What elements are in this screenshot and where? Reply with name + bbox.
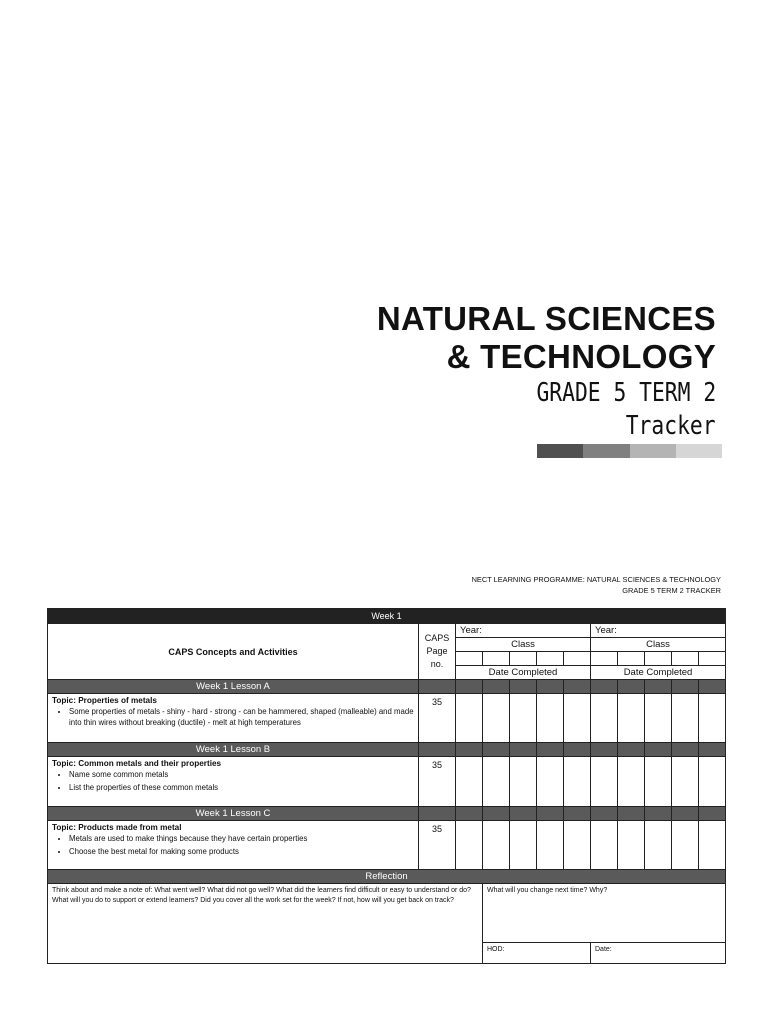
color-segment (583, 444, 629, 458)
hod-field[interactable] (483, 943, 591, 964)
class-cell[interactable] (483, 652, 510, 666)
color-segment (537, 444, 583, 458)
color-segment (676, 444, 722, 458)
lesson-a-header: Week 1 Lesson A (48, 680, 419, 694)
grey-cell (537, 743, 564, 757)
grey-cell (510, 743, 537, 757)
class-heading: Class (456, 638, 591, 652)
reflection-prompt: Think about and make a note of: What went well? What did not go well? What did the learners find difficult or easy to understand or do? What will you do to support or extend learners? Did you cover all the work set for the week? If not, how will you get back on track? (52, 887, 471, 904)
grey-cell (645, 807, 672, 821)
caps-page-number: 35 (419, 757, 456, 807)
document-title-line2: & TECHNOLOGY (446, 338, 716, 375)
tracking-cell[interactable] (699, 694, 726, 743)
tracking-cell[interactable] (672, 694, 699, 743)
decorative-color-bar (537, 444, 722, 458)
lesson-c-header: Week 1 Lesson C (48, 807, 419, 821)
caps-page-heading: CAPS Page no. (419, 624, 456, 680)
year-field[interactable]: Year: (591, 624, 726, 638)
grey-cell (456, 743, 483, 757)
grey-cell (537, 807, 564, 821)
tracking-cell[interactable] (618, 757, 645, 807)
caps-page-number: 35 (419, 821, 456, 870)
hod-label: HOD: (487, 946, 505, 953)
change-next-time-field[interactable] (483, 884, 726, 943)
lesson-b-header: Week 1 Lesson B (48, 743, 419, 757)
tracking-cell[interactable] (564, 757, 591, 807)
tracking-cell[interactable] (537, 694, 564, 743)
class-cell[interactable] (510, 652, 537, 666)
tracking-cell[interactable] (510, 821, 537, 870)
grey-cell (564, 680, 591, 694)
class-cell[interactable] (591, 652, 618, 666)
list-item: • Choose the best metal for making some products (69, 846, 414, 857)
date-label: Date: (595, 946, 612, 953)
lesson-topic: Topic: Products made from metal (52, 823, 182, 832)
tracking-cell[interactable] (645, 821, 672, 870)
grey-cell (645, 743, 672, 757)
grey-cell (456, 680, 483, 694)
tracking-cell[interactable] (672, 821, 699, 870)
list-item: • Metals are used to make things because they have certain properties (69, 833, 414, 844)
week-header: Week 1 (48, 609, 726, 624)
grey-cell (510, 680, 537, 694)
tracking-cell[interactable] (483, 757, 510, 807)
tracking-cell[interactable] (564, 821, 591, 870)
grey-cell (419, 807, 456, 821)
grey-cell (483, 680, 510, 694)
grade-term-label: GRADE 5 TERM 2 (536, 378, 716, 408)
grey-cell (483, 743, 510, 757)
grey-cell (564, 743, 591, 757)
caps-concepts-heading: CAPS Concepts and Activities (48, 624, 419, 680)
date-completed-heading: Date Completed (591, 666, 726, 680)
tracking-cell[interactable] (537, 821, 564, 870)
grey-cell (699, 680, 726, 694)
color-segment (630, 444, 676, 458)
tracker-table (47, 608, 726, 964)
year-field[interactable]: Year: (456, 624, 591, 638)
grey-cell (591, 807, 618, 821)
grey-cell (591, 680, 618, 694)
grey-cell (591, 743, 618, 757)
lesson-b-content (48, 757, 419, 807)
lesson-topic: Topic: Common metals and their properties (52, 759, 222, 768)
tracking-cell[interactable] (483, 694, 510, 743)
grey-cell (618, 807, 645, 821)
class-cell[interactable] (645, 652, 672, 666)
tracking-cell[interactable] (591, 757, 618, 807)
list-item: • Some properties of metals - shiny - hard - strong - can be hammered, shaped (malleable) and made into thin wires without breaking (ductile) - melt at high temperatures (69, 706, 414, 728)
grey-cell (419, 743, 456, 757)
list-item: • Name some common metals (69, 769, 414, 780)
grey-cell (672, 680, 699, 694)
reflection-header: Reflection (48, 870, 726, 884)
tracking-cell[interactable] (645, 757, 672, 807)
tracking-cell[interactable] (456, 757, 483, 807)
grey-cell (564, 807, 591, 821)
lesson-c-content (48, 821, 419, 870)
tracker-subheader: GRADE 5 TERM 2 TRACKER (622, 586, 721, 595)
tracking-cell[interactable] (699, 757, 726, 807)
tracking-cell[interactable] (510, 757, 537, 807)
tracking-cell[interactable] (591, 821, 618, 870)
grey-cell (419, 680, 456, 694)
class-cell[interactable] (672, 652, 699, 666)
list-item: • List the properties of these common metals (69, 782, 414, 793)
grey-cell (456, 807, 483, 821)
grey-cell (510, 807, 537, 821)
grey-cell (618, 680, 645, 694)
class-cell[interactable] (618, 652, 645, 666)
tracking-cell[interactable] (456, 821, 483, 870)
tracking-cell[interactable] (456, 694, 483, 743)
tracking-cell[interactable] (618, 821, 645, 870)
class-heading: Class (591, 638, 726, 652)
grey-cell (699, 807, 726, 821)
class-cell[interactable] (537, 652, 564, 666)
date-field[interactable] (591, 943, 726, 964)
reflection-prompt-field[interactable] (48, 884, 483, 964)
tracking-cell[interactable] (645, 694, 672, 743)
change-next-time-prompt: What will you change next time? Why? (487, 887, 608, 894)
lesson-a-content (48, 694, 419, 743)
grey-cell (699, 743, 726, 757)
tracking-cell[interactable] (483, 821, 510, 870)
tracking-cell[interactable] (510, 694, 537, 743)
caps-page-number: 35 (419, 694, 456, 743)
grey-cell (672, 743, 699, 757)
grey-cell (618, 743, 645, 757)
document-title-line1: NATURAL SCIENCES (376, 300, 716, 337)
tracking-cell[interactable] (699, 821, 726, 870)
tracking-cell[interactable] (618, 694, 645, 743)
grey-cell (483, 807, 510, 821)
class-cell[interactable] (564, 652, 591, 666)
grey-cell (645, 680, 672, 694)
tracker-label: Tracker (626, 411, 716, 441)
tracking-cell[interactable] (591, 694, 618, 743)
class-cell[interactable] (456, 652, 483, 666)
tracking-cell[interactable] (537, 757, 564, 807)
programme-header: NECT LEARNING PROGRAMME: NATURAL SCIENCES & TECHNOLOGY (471, 575, 721, 584)
tracking-cell[interactable] (564, 694, 591, 743)
tracking-cell[interactable] (672, 757, 699, 807)
class-cell[interactable] (699, 652, 726, 666)
grey-cell (537, 680, 564, 694)
grey-cell (672, 807, 699, 821)
date-completed-heading: Date Completed (456, 666, 591, 680)
lesson-topic: Topic: Properties of metals (52, 696, 157, 705)
